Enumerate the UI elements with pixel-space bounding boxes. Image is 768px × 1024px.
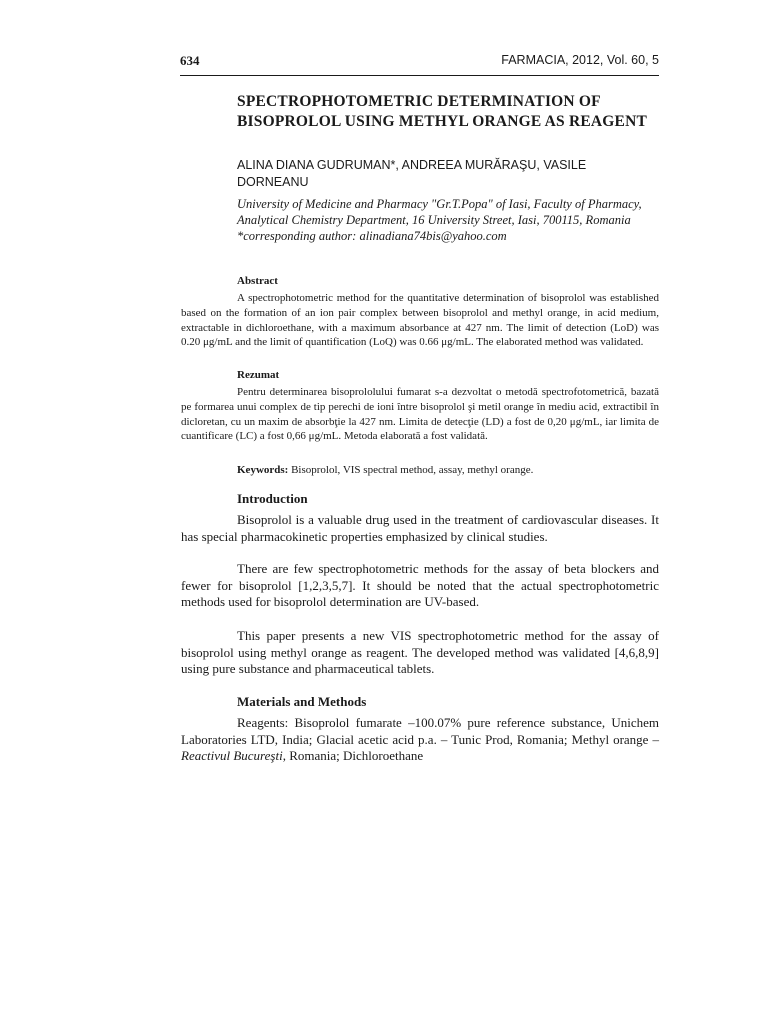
- running-header: [180, 53, 659, 73]
- reagents-text: Reagents: Bisoprolol fumarate –100.07% pure reference substance, Unichem Laboratories LTD, India; Glacial acetic acid p.a. – Tunic Prod, Romania; Methyl orange –: [181, 715, 659, 747]
- keywords-label: Keywords:: [237, 464, 289, 476]
- keywords-text: Bisoprolol, VIS spectral method, assay, methyl orange.: [288, 464, 534, 476]
- introduction-paragraph: There are few spectrophotometric methods for the assay of beta blockers and fewer for bisoprolol [1,2,3,5,7]. It should be noted that the actual spectrophotometric methods used for bisoprolol determination are UV-based.: [181, 561, 659, 610]
- header-rule: [180, 75, 659, 76]
- rezumat-text: Pentru determinarea bisoprololului fumarat s-a dezvoltat o metodă spectrofotometrică, bazată pe formarea unui complex de tip perechi de ioni între bisoprolol şi metil orange în mediu acid, extractibil în dicloretan, cu un maxim de absorbţie la 427 nm. Limita de detecţie (LD) a fost de 0,20 μg/mL, iar limita de cuantificare (LC) a fost 0,66 μg/mL. Metoda elaborată a fost validată.: [181, 386, 659, 443]
- affiliation-text: University of Medicine and Pharmacy "Gr.T.Popa" of Iasi, Faculty of Pharmacy, Analytical Chemistry Department, 16 University Street, Iasi, 700115, Romania: [237, 197, 642, 227]
- reagents-text-continued: , Romania; Dichloroethane: [282, 748, 424, 764]
- rezumat-heading: Rezumat: [237, 369, 280, 381]
- methods-heading: Materials and Methods: [237, 694, 367, 709]
- introduction-paragraph: Bisoprolol is a valuable drug used in the treatment of cardiovascular diseases. It has special pharmacokinetic properties emphasized by clinical studies.: [181, 512, 659, 544]
- abstract-heading: Abstract: [237, 275, 278, 287]
- reagents-paragraph: [181, 715, 659, 765]
- author-list: ALINA DIANA GUDRUMAN*, ANDREEA MURĂRAŞU, VASILE DORNEANU: [237, 158, 587, 189]
- reagents-supplier-italic: Reactivul Bucureşti: [181, 748, 283, 764]
- introduction-paragraph: This paper presents a new VIS spectrophotometric method for the assay of bisoprolol using methyl orange as reagent. The developed method was validated [4,6,8,9] using pure substance and pharmaceutical tablets.: [181, 628, 659, 677]
- article-title: SPECTROPHOTOMETRIC DETERMINATION OF BISOPROLOL USING METHYL ORANGE AS REAGENT: [237, 93, 647, 130]
- corresponding-author: *corresponding author: alinadiana74bis@yahoo.com: [237, 229, 507, 243]
- affiliation-block: [237, 196, 657, 244]
- page-number: 634: [180, 53, 200, 68]
- keywords-line: [237, 463, 659, 477]
- abstract-text: A spectrophotometric method for the quantitative determination of bisoprolol was established based on the formation of an ion pair complex between bisoprolol and methyl orange, in acid medium, extractable in dichloroethane, with a maximum absorbance at 427 nm. The limit of detection (LoD) was 0.20 μg/mL and the limit of quantification (LoQ) was 0.66 μg/mL. The elaborated method was validated.: [181, 292, 659, 349]
- introduction-heading: Introduction: [237, 491, 308, 506]
- journal-citation: FARMACIA, 2012, Vol. 60, 5: [501, 53, 659, 67]
